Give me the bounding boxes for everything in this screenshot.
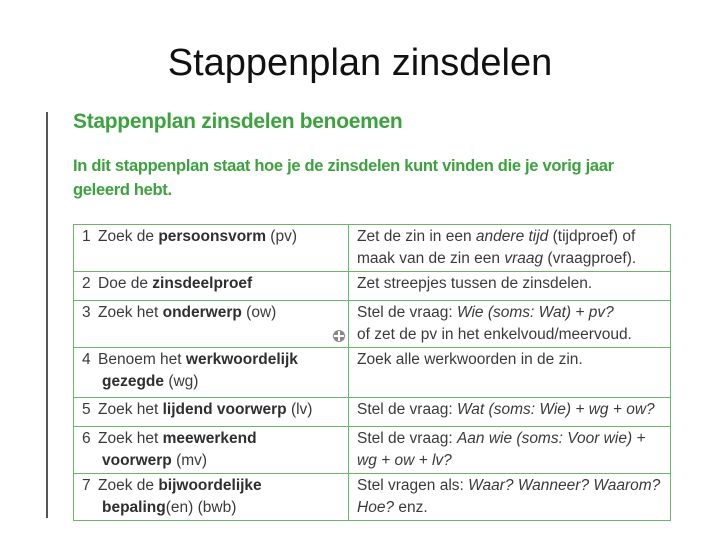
table-row bbox=[74, 348, 671, 398]
step-action: 6 Zoek het meewerkend voorwerp (mv) bbox=[74, 427, 349, 474]
document-intro: In dit stappenplan staat hoe je de zinsdelen kunt vinden die je vorig jaar geleerd hebt. bbox=[73, 157, 614, 199]
table-row bbox=[74, 272, 671, 301]
step-instruction: Stel vragen als: Waar? Wanneer? Waarom? Hoe? enz. bbox=[349, 474, 671, 521]
step-action: 7 Zoek de bijwoordelijke bepaling(en) (bwb) bbox=[74, 474, 349, 521]
document-heading: Stappenplan zinsdelen benoemen bbox=[73, 110, 403, 133]
table-row bbox=[74, 225, 671, 272]
step-instruction: Zet streepjes tussen de zinsdelen. bbox=[349, 272, 671, 301]
step-instruction: Zet de zin in een andere tijd (tijdproef) of maak van de zin een vraag (vraagproef). bbox=[349, 225, 671, 272]
left-border-line bbox=[46, 112, 48, 518]
step-action: 4 Benoem het werkwoordelijk gezegde (wg) bbox=[74, 348, 349, 398]
step-instruction: Stel de vraag: Aan wie (soms: Voor wie) + wg + ow + lv? bbox=[349, 427, 671, 474]
table-row bbox=[74, 427, 671, 474]
step-action: 2 Doe de zinsdeelproef bbox=[74, 272, 349, 301]
table-row bbox=[74, 301, 671, 348]
step-action: 3 Zoek het onderwerp (ow) bbox=[74, 301, 349, 348]
step-instruction: Zoek alle werkwoorden in de zin. bbox=[349, 348, 671, 398]
slide-title: Stappenplan zinsdelen bbox=[167, 42, 553, 84]
move-handle-icon[interactable] bbox=[333, 330, 345, 342]
step-instruction: Stel de vraag: Wat (soms: Wie) + wg + ow? bbox=[349, 398, 671, 427]
table-row bbox=[74, 474, 671, 521]
table-row bbox=[74, 398, 671, 427]
step-action: 5 Zoek het lijdend voorwerp (lv) bbox=[74, 398, 349, 427]
step-action: 1 Zoek de persoonsvorm (pv) bbox=[74, 225, 349, 272]
step-instruction: Stel de vraag: Wie (soms: Wat) + pv? of zet de pv in het enkelvoud/meervoud. bbox=[349, 301, 671, 348]
steps-table bbox=[73, 224, 671, 521]
